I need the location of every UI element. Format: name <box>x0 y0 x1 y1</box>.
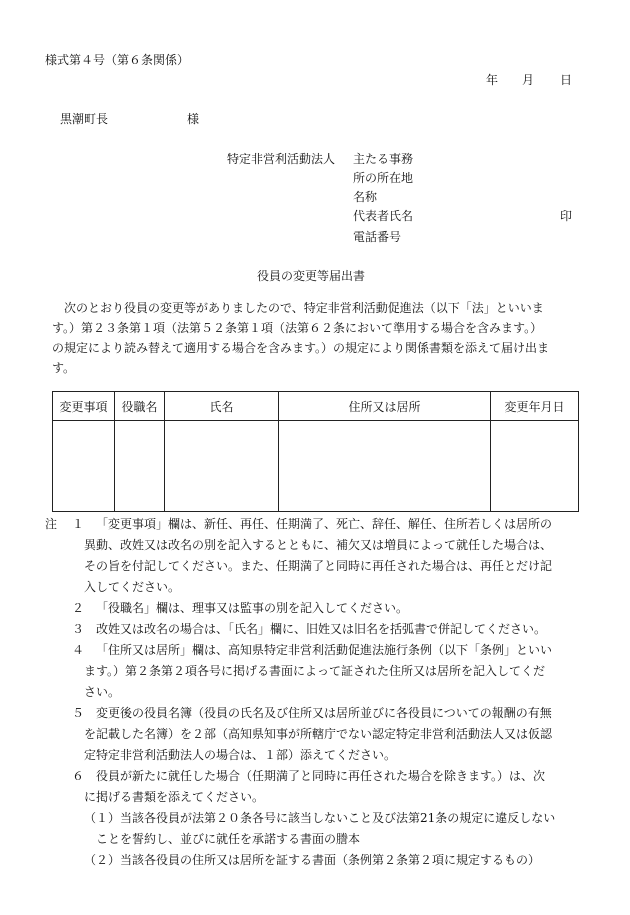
applicant-office-label-2: 所の所在地 <box>353 171 414 185</box>
note-text: その旨を付記してください。また、任期満了と同時に再任された場合は、再任とだけ記 <box>84 559 553 573</box>
note-text: 定特定非営利活動法人の場合は、１部）添えてください。 <box>84 748 397 762</box>
note-text: 入してください。 <box>84 580 181 594</box>
note-text: ます。）第２条第２項各号に掲げる書面によって証された住所又は居所を記入してくだ <box>84 664 546 678</box>
subitem-number: （２） <box>84 853 121 867</box>
note-text: 「役職名」欄は、理事又は監事の別を記入してください。 <box>96 601 409 615</box>
header-address: 住所又は居所 <box>279 392 491 421</box>
applicant-org-label: 特定非営利活動法人 <box>227 152 336 166</box>
cell-address[interactable] <box>279 421 491 512</box>
table-row <box>53 421 579 512</box>
addressee-honorific: 様 <box>187 112 200 126</box>
note-subitem-1 <box>0 808 630 850</box>
subitem-text: 当該各役員が法第２０条各号に該当しないこと及び法第21条の規定に違反しない <box>120 811 556 825</box>
note-text: 異動、改姓又は改名の別を記入するとともに、補欠又は増員によって就任した場合は、 <box>84 538 553 552</box>
subitem-text: ことを誓約し、並びに就任を承諾する書面の謄本 <box>96 832 361 846</box>
cell-change-date[interactable] <box>491 421 579 512</box>
note-number: ５ <box>72 706 85 720</box>
note-number: １ <box>72 517 85 531</box>
applicant-representative-label: 代表者氏名 <box>353 209 414 223</box>
note-number: ２ <box>72 601 85 615</box>
note-item-4 <box>0 640 630 703</box>
note-item-1 <box>0 514 630 598</box>
note-number: ３ <box>72 622 85 636</box>
subitem-text: 当該各役員の住所又は居所を証する書面（条例第２条第２項に規定するもの） <box>120 853 541 867</box>
notes-section <box>0 514 630 871</box>
header-name: 氏名 <box>165 392 279 421</box>
note-text: 役員が新たに就任した場合（任期満了と同時に再任された場合を除きます。）は、次 <box>96 769 546 783</box>
header-position: 役職名 <box>115 392 165 421</box>
note-item-3 <box>0 619 630 640</box>
notes-label: 注 <box>45 517 58 531</box>
body-line: の規定により読み替えて適用する場合を含みます。）の規定により関係書類を添えて届け出ま <box>52 341 550 355</box>
note-number: ４ <box>72 643 85 657</box>
note-text: に掲げる書類を添えてください。 <box>84 790 265 804</box>
note-text: 「住所又は居所」欄は、高知県特定非営利活動促進法施行条例（以下「条例」といい <box>96 643 553 657</box>
cell-position[interactable] <box>115 421 165 512</box>
table-header-row <box>53 392 579 421</box>
document-title: 役員の変更等届出書 <box>257 269 366 283</box>
header-change-item: 変更事項 <box>53 392 115 421</box>
body-paragraph <box>52 298 592 378</box>
note-subitem-2 <box>0 850 630 871</box>
body-line: す。 <box>52 361 76 375</box>
applicant-name-label: 名称 <box>353 190 378 204</box>
cell-name[interactable] <box>165 421 279 512</box>
note-text: を記載した名簿）を２部（高知県知事が所轄庁でない認定特定非営利活動法人又は仮認 <box>84 727 553 741</box>
body-line: 次のとおり役員の変更等がありましたので、特定非営利活動促進法（以下「法」といいま <box>52 301 544 315</box>
form-number: 様式第４号（第６条関係） <box>45 53 190 67</box>
header-change-date: 変更年月日 <box>491 392 579 421</box>
note-text: 変更後の役員名簿（役員の氏名及び住所又は居所並びに各役員についての報酬の有無 <box>96 706 552 720</box>
subitem-number: （１） <box>84 811 121 825</box>
cell-change-item[interactable] <box>53 421 115 512</box>
date-day-label: 日 <box>560 73 573 87</box>
seal-mark: 印 <box>560 209 573 223</box>
date-month-label: 月 <box>522 73 535 87</box>
addressee-name: 黒潮町長 <box>60 112 109 126</box>
applicant-office-label-1: 主たる事務 <box>353 152 414 166</box>
applicant-phone-label: 電話番号 <box>353 230 402 244</box>
note-number: ６ <box>72 769 85 783</box>
body-line: す。）第２３条第１項（法第５２条第１項（法第６２条において準用する場合を含みます。） <box>52 321 543 335</box>
note-text: 改姓又は改名の場合は、「氏名」欄に、旧姓又は旧名を括弧書で併記してください。 <box>96 622 547 636</box>
note-text: 「変更事項」欄は、新任、再任、任期満了、死亡、辞任、解任、住所若しくは居所の <box>96 517 553 531</box>
note-item-6 <box>0 766 630 808</box>
note-text: さい。 <box>84 685 121 699</box>
officer-change-table <box>52 391 579 512</box>
date-year-label: 年 <box>486 73 499 87</box>
note-item-5 <box>0 703 630 766</box>
note-item-2 <box>0 598 630 619</box>
